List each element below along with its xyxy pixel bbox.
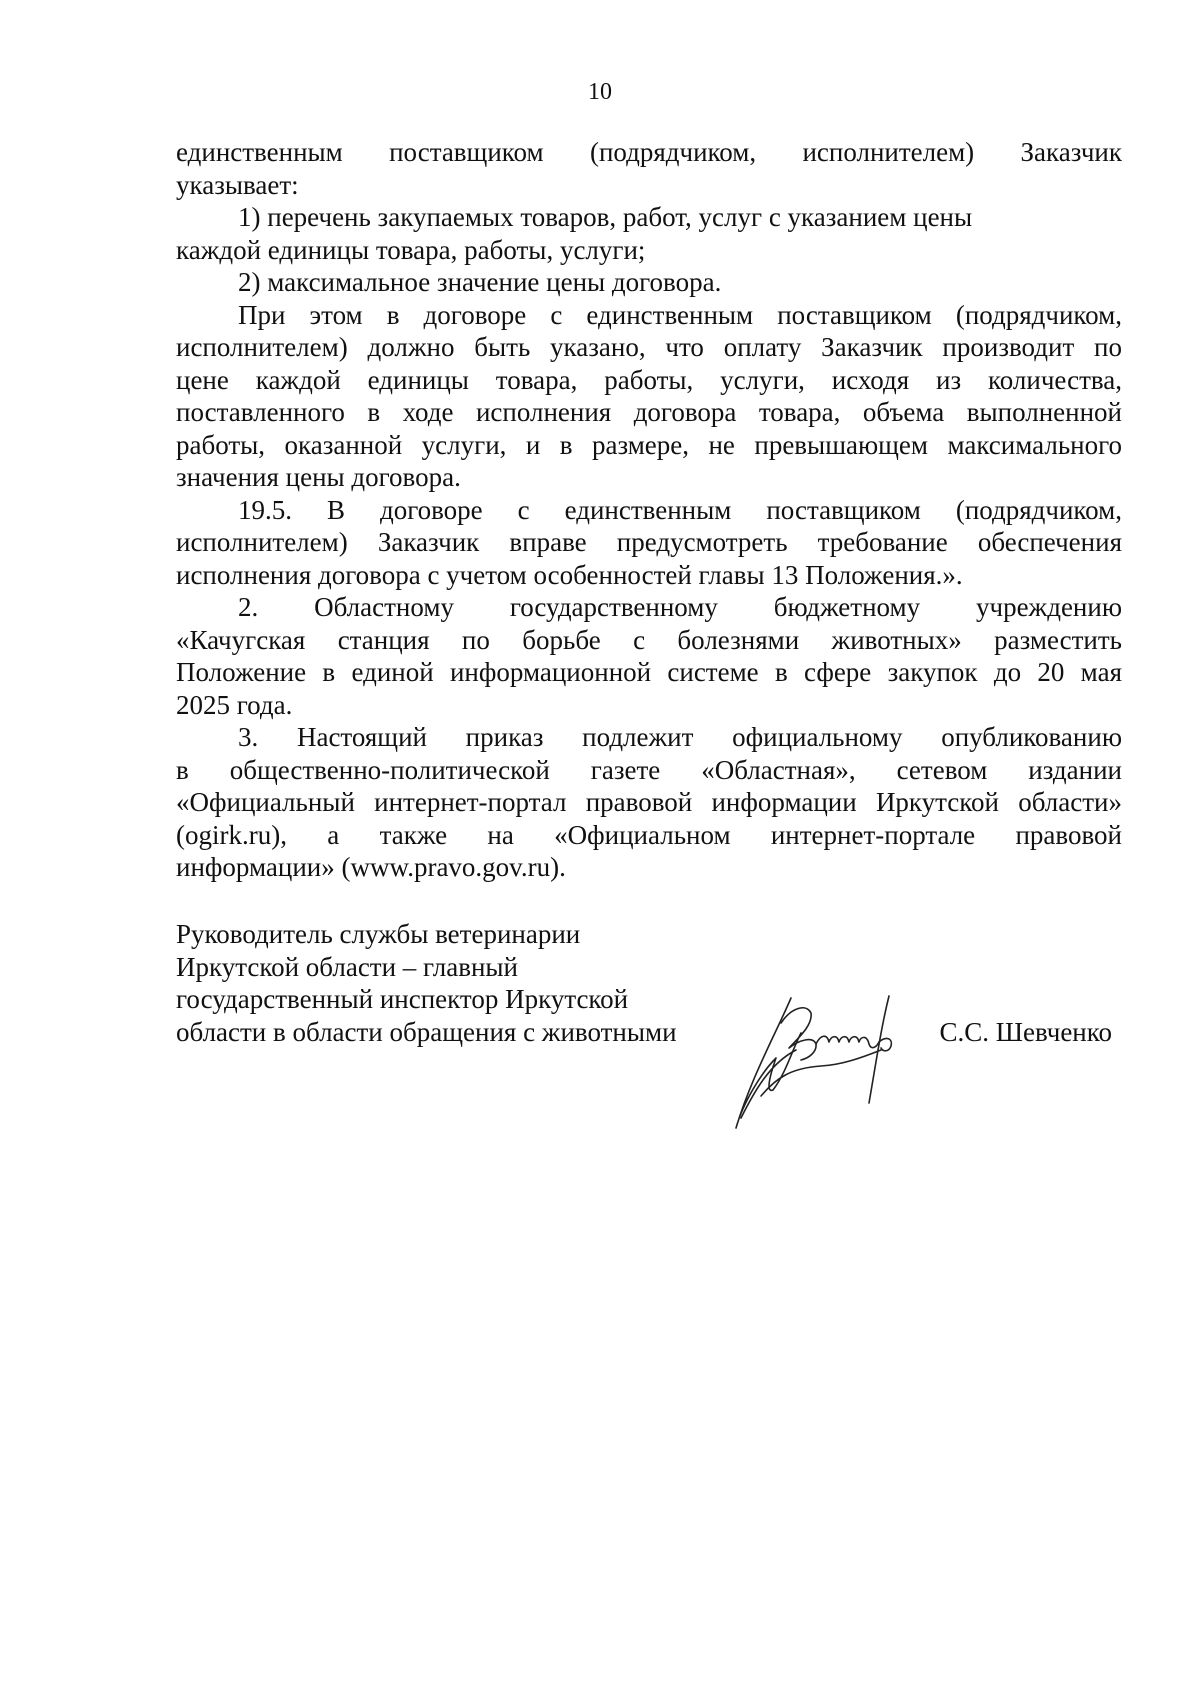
text-line: указывает: [176, 169, 299, 200]
text-line: исполнения договора с учетом особенностей главы 13 Положения.». [176, 559, 963, 590]
signature-block [176, 918, 1122, 1048]
text-line: поставленного в ходе исполнения договора товара, объема выполненной [176, 397, 1122, 427]
signer-title-line: области в области обращения с животными [176, 1016, 677, 1047]
document-body [176, 136, 1122, 884]
text-line: 19.5. В договоре с единственным поставщиком (подрядчиком, [238, 494, 1122, 525]
text-line: 3. Настоящий приказ подлежит официальному опубликованию [238, 722, 1122, 752]
text-line: Положение в единой информационной системе в сфере закупок до 20 мая [176, 657, 1122, 687]
paragraph-19-5 [176, 494, 1122, 592]
text-line: При этом в договоре с единственным поставщиком (подрядчиком, [238, 299, 1122, 330]
signer-title-line: Иркутской области – главный [176, 951, 518, 982]
list-item-1 [176, 201, 1122, 266]
text-line: «Качугская станция по борьбе с болезнями животных» разместить [176, 624, 1122, 655]
handwritten-signature [721, 978, 931, 1138]
signer-name: С.С. Шевченко [939, 1016, 1112, 1047]
list-item-2 [176, 266, 1122, 299]
paragraph-3 [176, 721, 1122, 884]
text-line: (ogirk.ru), а также на «Официальном интернет-портале правовой [176, 819, 1122, 850]
text-line: информации» (www.pravo.gov.ru). [176, 852, 566, 882]
text-line: «Официальный интернет-портал правовой информации Иркутской области» [176, 787, 1122, 817]
paragraph-payment [176, 299, 1122, 494]
text-line: цене каждой единицы товара, работы, услуги, исходя из количества, [176, 364, 1122, 395]
paragraph-2 [176, 591, 1122, 721]
text-line: единственным поставщиком (подрядчиком, исполнителем) Заказчик [176, 137, 1122, 167]
text-line: в общественно-политической газете «Областная», сетевом издании [176, 754, 1122, 785]
page-number: 10 [588, 79, 612, 105]
text-line: 2. Областному государственному бюджетному учреждению [238, 592, 1122, 622]
text-line: работы, оказанной услуги, и в размере, не превышающем максимального [176, 429, 1122, 460]
text-line: значения цены договора. [176, 462, 461, 492]
text-line: 2025 года. [176, 689, 293, 720]
signer-title-line: государственный инспектор Иркутской [176, 984, 629, 1014]
signer-title-line: Руководитель службы ветеринарии [176, 919, 581, 949]
text-line: исполнителем) Заказчик вправе предусмотреть требование обеспечения [176, 527, 1122, 557]
text-line: каждой единицы товара, работы, услуги; [176, 234, 646, 265]
paragraph-intro [176, 136, 1122, 201]
text-line: 2) максимальное значение цены договора. [238, 267, 722, 297]
text-line: исполнителем) должно быть указано, что оплату Заказчик производит по [176, 332, 1122, 362]
text-line: 1) перечень закупаемых товаров, работ, услуг с указанием цены [238, 202, 973, 232]
